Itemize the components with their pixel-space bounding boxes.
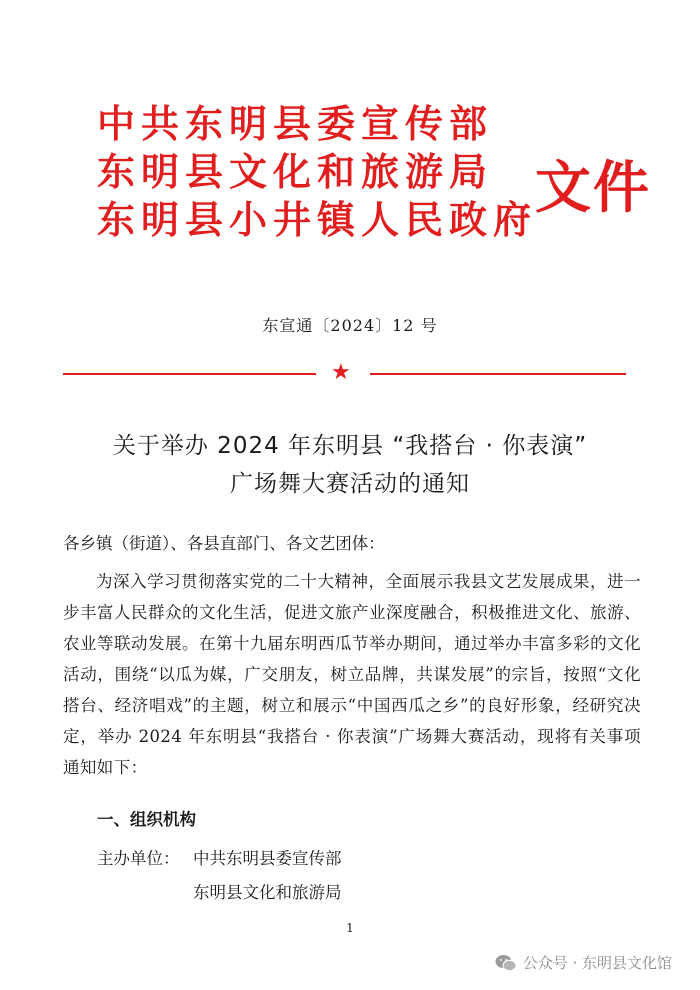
document-type-label: 文件 xyxy=(535,156,651,221)
red-divider-right xyxy=(370,373,626,375)
organizer-name: 中共东明县委宣传部 xyxy=(193,849,342,868)
issuer-block xyxy=(97,100,538,244)
watermark-text: 公众号 · 东明县文化馆 xyxy=(522,954,672,972)
organizer-label: 主办单位： xyxy=(97,849,180,868)
document-number: 东宣通〔2024〕12 号 xyxy=(262,316,438,335)
issuer-line: 东明县小井镇人民政府 xyxy=(97,198,538,242)
red-divider-left xyxy=(63,373,316,375)
organizer-name: 东明县文化和旅游局 xyxy=(193,883,342,902)
watermark xyxy=(495,952,672,973)
page-number: 1 xyxy=(346,921,354,935)
body-paragraph: 为深入学习贯彻落实党的二十大精神，全面展示我县文艺发展成果，进一步丰富人民群众的文化生活，促进文旅产业深度融合，积极推进文化、旅游、农业等联动发展。在第十九届东明西瓜节举办期间，通过举办丰富多彩的文化活动，围绕“以瓜为媒，广交朋友，树立品牌，共谋发展”的宗旨，按照“文化搭台、经济唱戏”的主题，树立和展示“中国西瓜之乡”的良好形象，经研究决定，举办 2024 年东明县“我搭台 · 你表演”广场舞大赛活动，现将有关事项通知如下： xyxy=(63,572,641,777)
wechat-icon xyxy=(495,954,517,972)
salutation: 各乡镇（街道）、各县直部门、各文艺团体： xyxy=(63,534,385,553)
star-icon: ★ xyxy=(331,360,351,385)
section-heading: 一、组织机构 xyxy=(97,810,196,829)
notice-title-line-1: 关于举办 2024 年东明县 “我搭台 · 你表演” xyxy=(112,433,588,459)
notice-title-line-2: 广场舞大赛活动的通知 xyxy=(230,471,470,497)
issuer-line: 东明县文化和旅游局 xyxy=(97,150,494,194)
issuer-line: 中共东明县委宣传部 xyxy=(97,102,494,146)
